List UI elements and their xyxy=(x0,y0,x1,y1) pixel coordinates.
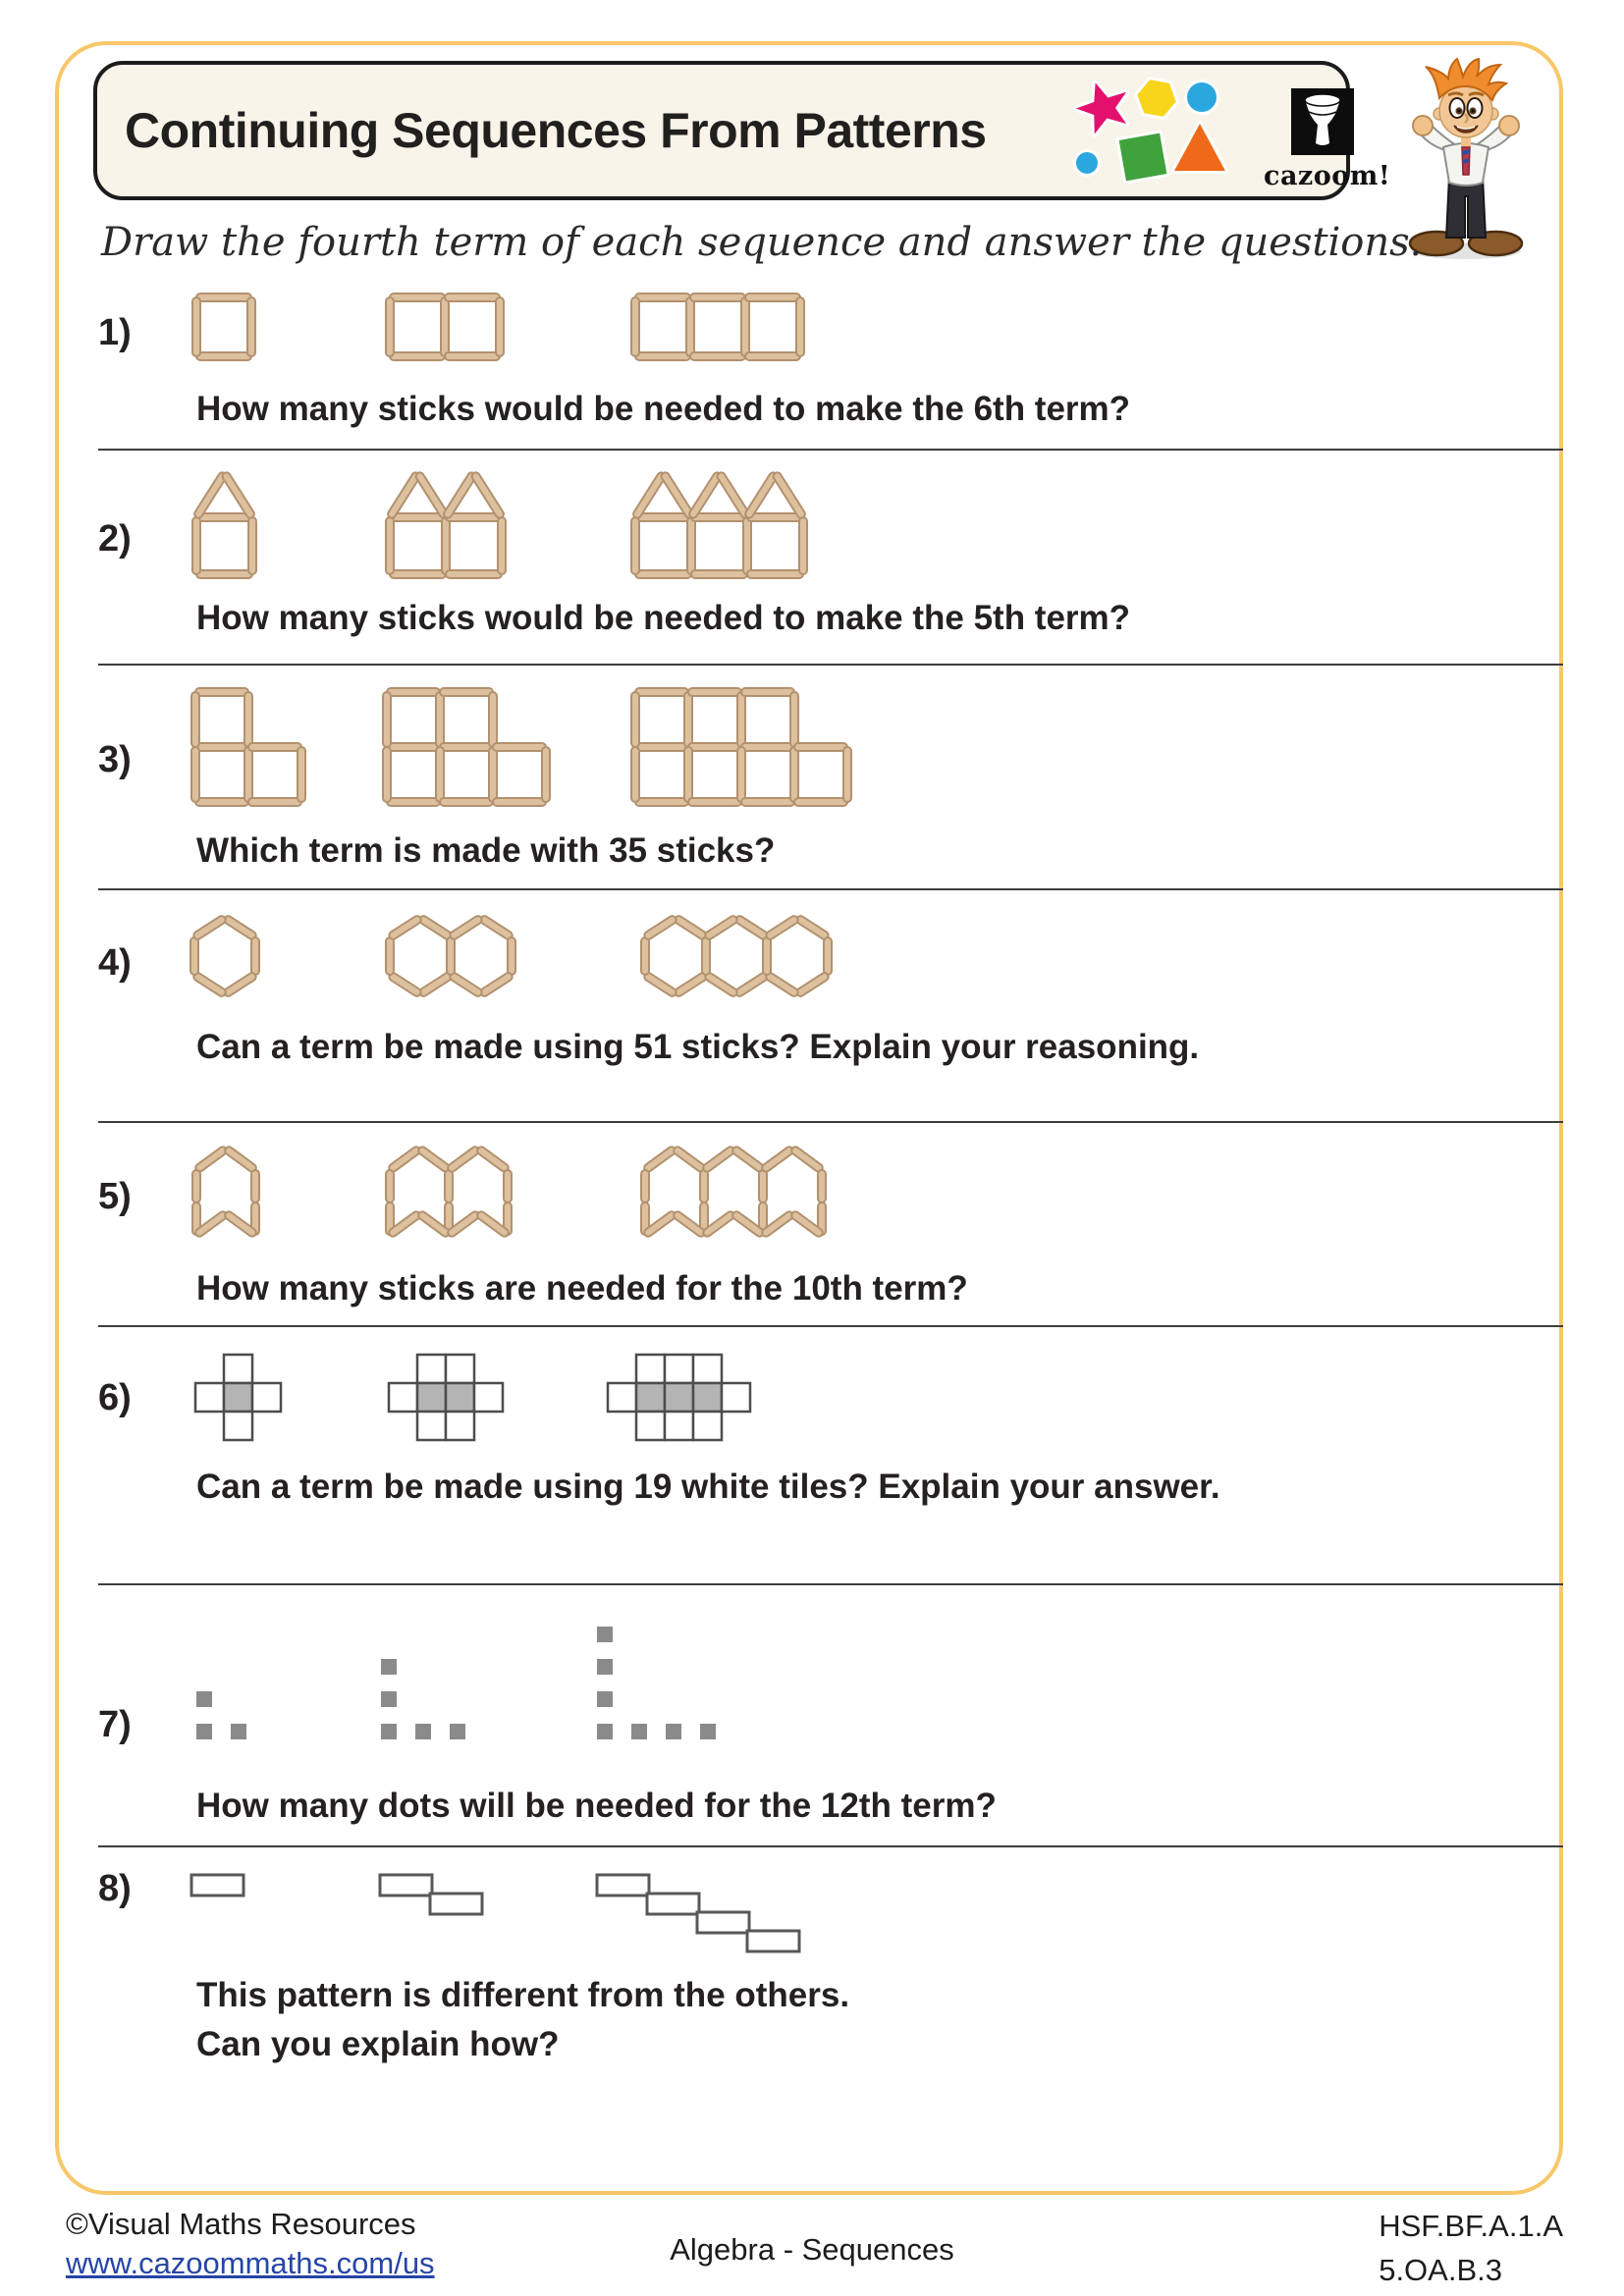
question-prompt xyxy=(196,1782,997,1831)
mascot-hand-left xyxy=(1413,116,1433,135)
pattern-term xyxy=(189,1684,253,1746)
mascot-eye-left xyxy=(1450,98,1465,118)
section-divider xyxy=(98,888,1563,890)
cazoom-logo xyxy=(1264,88,1391,191)
footer-copyright: ©Visual Maths Resources xyxy=(66,2207,416,2241)
question-prompt xyxy=(196,594,1130,643)
question-number: 3) xyxy=(98,739,132,780)
hexagon-icon xyxy=(1134,78,1178,118)
pattern-term xyxy=(628,291,807,363)
pattern-term xyxy=(185,1868,250,1902)
section-divider xyxy=(98,449,1563,451)
pattern-term xyxy=(638,1142,829,1242)
question-prompt-line: This pattern is different from the others. xyxy=(196,1976,850,2014)
footer-website-link[interactable]: www.cazoommaths.com/us xyxy=(66,2246,435,2280)
drum-icon xyxy=(1291,88,1354,155)
standard-code-2: 5.OA.B.3 xyxy=(1379,2252,1502,2287)
pattern-term xyxy=(638,911,835,1001)
standard-code-1: HSF.BF.A.1.A xyxy=(1379,2209,1563,2243)
section-divider xyxy=(98,1583,1563,1585)
question-prompt-line: Can you explain how? xyxy=(196,2024,560,2063)
question-prompt-line: How many sticks would be needed to make the 5th term? xyxy=(196,599,1131,637)
pattern-term xyxy=(628,466,810,581)
instruction-text: Draw the fourth term of each sequence and answer the questions. xyxy=(101,220,1423,265)
question-prompt-line: How many dots will be needed for the 12th term? xyxy=(196,1787,997,1825)
mascot-eye-right xyxy=(1468,98,1483,118)
question-number: 4) xyxy=(98,942,132,984)
section-divider xyxy=(98,1325,1563,1327)
pattern-term xyxy=(383,466,509,581)
pattern-term xyxy=(189,291,258,363)
section-divider xyxy=(98,1121,1563,1123)
pattern-term xyxy=(189,1142,262,1242)
question-prompt xyxy=(196,1023,1199,1072)
small-circle-icon xyxy=(1076,152,1098,174)
question-prompt-line: Which term is made with 35 sticks? xyxy=(196,831,776,870)
question-prompt-line: How many sticks are needed for the 10th term? xyxy=(196,1269,968,1308)
question-prompt xyxy=(196,385,1130,434)
pattern-term xyxy=(189,685,308,809)
shapes-logo-icon xyxy=(1072,73,1229,188)
pattern-term xyxy=(628,685,854,809)
section-divider xyxy=(98,1845,1563,1847)
mascot-hand-right xyxy=(1499,116,1519,135)
green-square-icon xyxy=(1119,133,1167,182)
pattern-term xyxy=(383,291,507,363)
question-prompt-line: Can a term be made using 19 white tiles? Explain your answer. xyxy=(196,1468,1220,1506)
star-icon xyxy=(1072,75,1136,137)
pattern-term xyxy=(382,1348,510,1447)
page-border xyxy=(55,41,1563,2195)
footer-topic: Algebra - Sequences xyxy=(670,2232,954,2267)
pattern-term xyxy=(383,911,518,1001)
blue-circle-icon xyxy=(1187,82,1217,112)
question-prompt-line: How many sticks would be needed to make the 6th term? xyxy=(196,390,1131,428)
pattern-term xyxy=(188,911,262,1001)
pattern-term xyxy=(590,1868,806,1958)
pattern-term xyxy=(189,1348,288,1447)
question-number: 7) xyxy=(98,1704,132,1745)
question-prompt-line: Can a term be made using 51 sticks? Explain your reasoning. xyxy=(196,1028,1200,1066)
triangle-icon xyxy=(1174,124,1225,171)
pattern-term xyxy=(590,1620,723,1746)
question-prompt xyxy=(196,1971,849,2068)
question-number: 8) xyxy=(98,1868,132,1909)
question-number: 5) xyxy=(98,1176,132,1217)
page-title: Continuing Sequences From Patterns xyxy=(125,103,987,158)
cazoom-wordmark: cazoom! xyxy=(1264,161,1391,191)
question-number: 2) xyxy=(98,518,132,560)
question-number: 6) xyxy=(98,1377,132,1418)
question-number: 1) xyxy=(98,312,132,353)
question-prompt xyxy=(196,1463,1220,1512)
pattern-term xyxy=(601,1348,757,1447)
pattern-term xyxy=(380,685,553,809)
pattern-term xyxy=(374,1652,472,1746)
footer-standards xyxy=(1379,2205,1563,2293)
section-divider xyxy=(98,664,1563,666)
pattern-term xyxy=(373,1868,489,1921)
question-prompt xyxy=(196,1264,968,1313)
title-box xyxy=(93,61,1391,200)
question-prompt xyxy=(196,827,775,876)
pattern-term xyxy=(383,1142,514,1242)
pattern-term xyxy=(189,466,259,581)
